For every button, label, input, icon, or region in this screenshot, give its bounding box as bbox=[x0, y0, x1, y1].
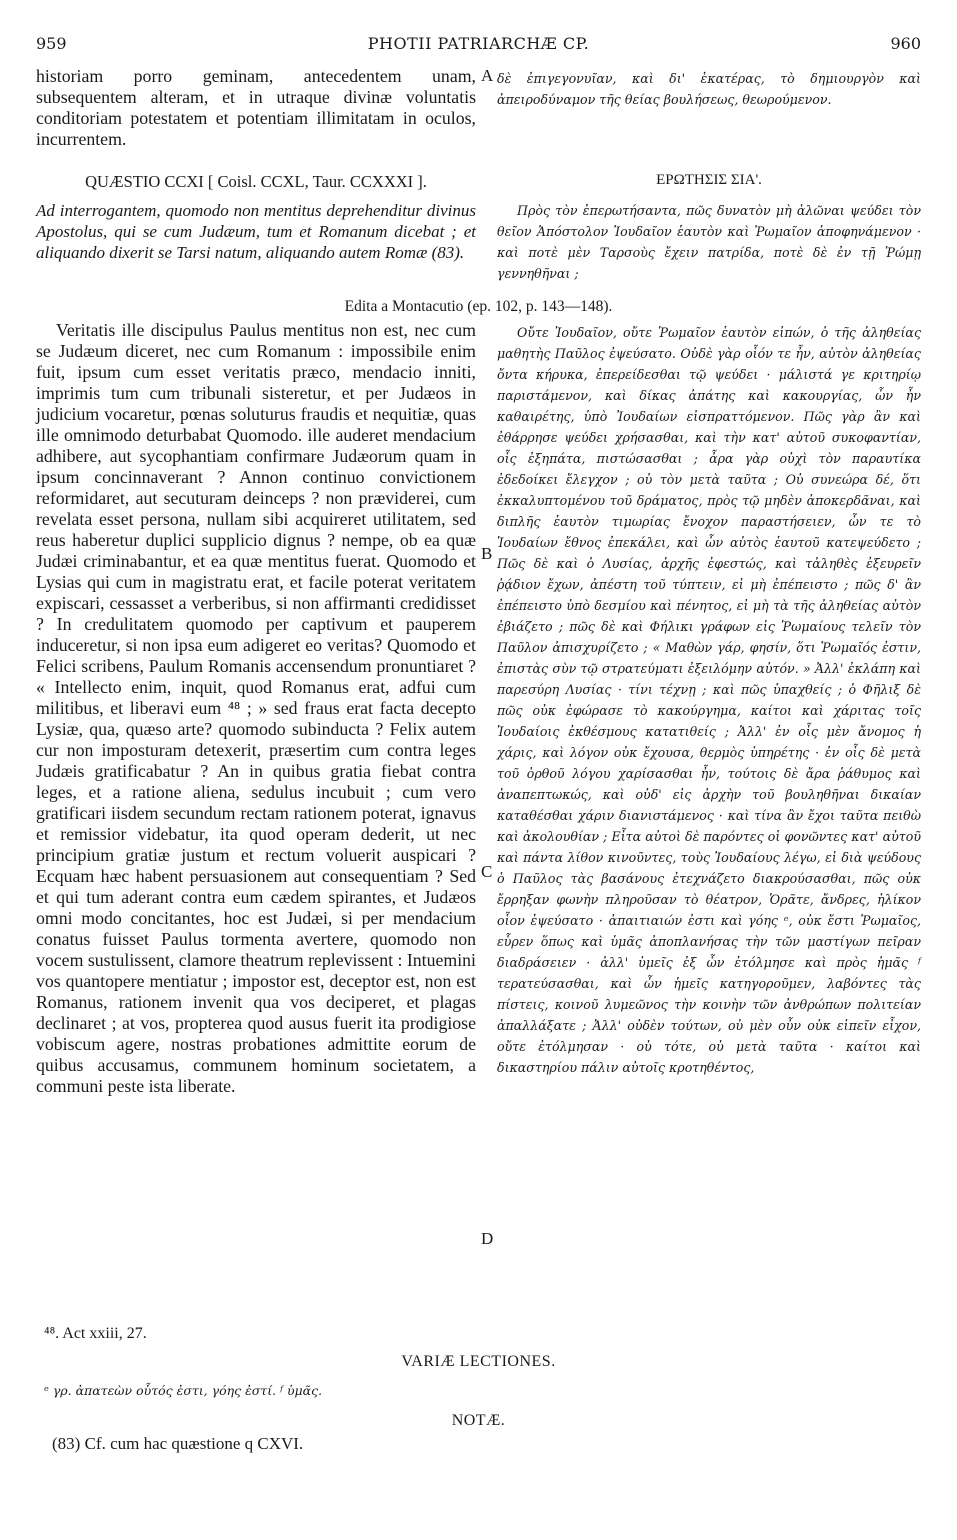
greek-intro bbox=[497, 68, 921, 110]
latin-question-title bbox=[36, 200, 476, 263]
margin-marker-b: B bbox=[481, 544, 493, 563]
running-title: PHOTII PATRIARCHÆ CP. bbox=[367, 34, 590, 53]
greek-body bbox=[497, 322, 921, 1078]
running-header bbox=[36, 34, 921, 58]
greek-body-text: Οὔτε Ἰουδαῖον, οὔτε Ῥωμαῖον ἑαυτὸν εἰπών, ὁ τῆς ἀληθείας μαθητὴς Παῦλος ἐψεύσατο. Οὐδὲ γὰρ οἷόν τε ἦν, αὐτὸν ἀληθείας ὄντα κήρυκα, ἐπερείδεσθαι τῷ ψεύδει · μάλιστά γε κριτηρίῳ παριστάμενον, καὶ δίκας ἀπάτης καὶ κακουργίας, ὧν ἦν καθαιρέτης, ὑπὸ Ἰουδαίων εἰσπραττόμενον. Πῶς γὰρ ἂν καὶ ἐθάρρησε ψεύδει χρήσασθαι, καὶ τὴν κατ' αὐτοῦ συκοφαντίαν, οἷς ἐξηπάτα, πιστώσασθαι ; ἆρα γὰρ οὐχὶ τὸν παραυτίκα ἐδεδοίκει ἔλεγχον ; οὐ τὸν μετὰ ταῦτα ; Οὐ συνεώρα δέ, ὅτι ἐκκαλυπτομένου τοῦ δράματος, πρὸς τῷ μηδὲν ἀποκερδᾶναι, καὶ διπλῆς ἑαυτὸν τιμωρίας ἔνοχον παραστήσειεν, ὧν τε τὸ Ἰουδαίων ἔθνος ἐπεκάλει, καὶ ὧν αὐτὸς ἑαυτοῦ κατεψεύδετο ; Πῶς δὲ καὶ ὁ Λυσίας, ἀρχῆς ἐφεστώς, καὶ τἀληθὲς ἐξευρεῖν ῥᾴδιον ἔχων, ἀπέστη τοῦ τύπτειν, εἰ μὴ ἐπέπειστο ; πῶς δ' ἂν ἐπέπειστο ὑπὸ δεσμίου καὶ πένητος, εἰ μὴ τὰ τῆς ἀληθείας αὐτὸν ἐβιάζετο ; πῶς δὲ καὶ Φήλικι γράφων εἰς Ῥωμαίους τελεῖν τὸν Παῦλον ἀπισχυρίζετο ; « Μαθὼν γάρ, φησίν, ὅτι Ῥωμαῖός ἐστιν, ἐπιστὰς σὺν τῷ στρατεύματι ἐξειλόμην αὐτόν. » Ἀλλ' ἐκλάπη καὶ παρεσύρη Λυσίας · τίνι τέχνῃ ; καὶ πῶς ὑπαχθείς ; ὁ Φῆλιξ δὲ πῶς οὐκ ἐφώρασε τὸ κακούργημα, καίτοι καὶ χάριτας τοῖς Ἰουδαίοις ἐκθέσμους κατατιθείς ; Ἀλλ' ἐν οἷς μὲν ἄνομος ἡ χάρις, καὶ λόγον οὐκ ἔχουσα, θερμὸς ὑπηρέτης · ἐν οἷς δὲ μετὰ τοῦ ὀρθοῦ λόγου χαρίσασθαι ἦν, τούτοις δὲ ἄρα ῥάθυμος καὶ ἀναπεπτωκώς, καὶ οὐδ' εἰς ἀρχὴν τοῦ βουληθῆναι δικαίαν καταθέσθαι χάριν διανιστάμενος · καὶ τίνα ἂν ἔχοι ταῦτα πειθὼ καὶ ἀκολουθίαν ; Εἶτα αὐτοὶ δὲ παρόντες οἱ φονῶντες κατ' αὐτοῦ καὶ πάντα λίθον κινοῦντες, τοὺς Ἰουδαίους λέγω, εἰ διὰ ψεύδους ὁ Παῦλος τὰς βασάνους ἐτεχνάζετο διακρούσασθαι, πῶς οὐκ ἔρρηξαν φωνὴν πληροῦσαν τὸ θέατρον, Ὁρᾶτε, ἄνδρες, ἡλίκον οἷον ἐψεύσατο · ἀπαιτιαιών ἐστι καὶ γόης ᵉ, οὐκ ἔστι Ῥωμαῖος, εὗρεν ὅπως καὶ ὑμᾶς ἀποπλανήσας τὴν τῶν μαστίγων πεῖραν διαδράσειεν · ἀλλ' ὑμεῖς ἐξ ὧν ἐτόλμησε καὶ πρὸς ἡμᾶς ᶠ τερατεύσασθαι, καὶ ὧν ἡμεῖς κατηγοροῦμεν, λαβόντες τὰς πίστεις, κοινοῦ λυμεῶνος τὴν κοινὴν τῶν ἀνθρώπων πολιτείαν ἀπαλλάξατε ; Ἀλλ' οὐδὲν τούτων, οὐ μὲν οὖν οὐκ εἰπεῖν εἶχον, οὔτε ἐτόλμησαν · οὐ τότε, οὐ μετὰ ταῦτα · καίτοι καὶ δικαστηρίου πάλιν αὐτοῖς κροτηθέντος, bbox=[497, 325, 921, 1075]
greek-intro-text: δὲ ἐπιγεγονυῖαν, καὶ δι' ἑκατέρας, τὸ δημιουργὸν καὶ ἀπειροδύναμον τῆς θείας βουλήσεως, θεωρούμενον. bbox=[497, 71, 921, 107]
variae-lectiones-heading: VARIÆ LECTIONES. bbox=[401, 1353, 556, 1370]
margin-marker-d: D bbox=[481, 1229, 494, 1248]
notae-heading: NOTÆ. bbox=[451, 1412, 506, 1429]
page-number-right: 960 bbox=[890, 34, 921, 53]
page-number-left: 959 bbox=[36, 34, 67, 53]
latin-question-heading: QUÆSTIO CCXI [ Coisl. CCXL, Taur. CCXXXI ]. bbox=[85, 172, 427, 191]
footnote: ⁴⁸. Act xxiii, 27. bbox=[44, 1325, 147, 1342]
edition-note: Edita a Montacutio (ep. 102, p. 143—148). bbox=[344, 298, 613, 315]
latin-intro-text: historiam porro geminam, antecedentem unam, subsequentem alteram, et in utraque divinæ voluntatis conditoriam potestatem et potentiam illimitatam in oculos, incurrentem. bbox=[36, 66, 476, 149]
greek-question-heading: ΕΡΩΤΗΣΙΣ ΣΙΑ'. bbox=[656, 172, 762, 188]
greek-question-title bbox=[497, 200, 921, 284]
latin-question-title-text: Ad interrogantem, quomodo non mentitus deprehenditur divinus Apostolus, qui se cum Judæum, tum et Romanum dicebat ; et aliquando dixerit se Tarsi natum, aliquando autem Romæ (83). bbox=[36, 201, 476, 262]
notae-text: (83) Cf. cum hac quæstione q CXVI. bbox=[52, 1434, 304, 1453]
latin-intro bbox=[36, 66, 476, 150]
latin-body-text: Veritatis ille discipulus Paulus mentitus non est, nec cum se Judæum diceret, nec cum Romanum : impossibile enim fuit, ipsum cum esset veritatis præco, mendacio inniti, imprimis tum cum tribunali sisteretur, et per Judæos in judicium vocaretur, pœnas soluturus fraudis et nequitiæ, quas ille omnimodo deturbabat Quomodo. ille auderet mendacium adhibere, aut sycophantiam confirmare Judæorum quam in ipsum concinnaverant ? Annon continuo convictionem reformidaret, aut secuturam deinceps ? non præviderei, cum revelata esset persona, nullam sibi acquireret utilitatem, sed reus haberetur duplici supplicio dignus ? nempe, ob ea quæ Judæi criminabantur, et ea quæ mentitus fuerat. Quomodo et Lysias qui cum in magistratu erat, et facile poterat veritatem expiscari, cessasset a verberibus, si non affirmanti credidisset ? In credulitatem quomodo per captivum et pauperem induceretur, si non ipsa eum adigeret eo veritas? Quomodo et Felici scribens, Paulum Romanis accensendum pronuntiaret ? « Intellecto enim, inquit, quod Romanus erat, adfui cum militibus, et liberavi eum ⁴⁸ ; » sed fraus erat facta decepto Lysiæ, qua, quæso arte? quomodo subinducta ? Felix autem cur non imposturam detexerit, præsertim cum contra leges Judæis gratificabatur ? An in quibus gratia fiebat contra leges, et a ratione aliena, sedulus incubuit ; cum vero gratificari iisdem secundum rectam rationem poterat, ignavus et remissior videbatur, ita quod operam dederit, ut nec principium gratiæ justum et rectum voluerit auspicari ? Ecquam hæc habent persuasionem aut consequentiam ? Sed et qui tum aderant contra eum cædem spirantes, et Judæos omni modo concitantes, hoc est Judæi, si per mendacium conatus fuisset Paulus tormenta avertere, quomodo non vocem sustulissent, clamore theatrum replevissent : Intuemini vos quantopere mentiatur ; impostor est, deceptor est, non est Romanus, rationem invenit qua vos deciperet, et plagas declinaret ; at vos, propterea quod ausus fuerit ita prodigiose vobiscum agere, nostras probationes admittite eorum de quibus accusamus, communem hominum societatem, a communi peste ista liberate. bbox=[36, 320, 476, 1096]
latin-body bbox=[36, 320, 476, 1097]
margin-marker-a: A bbox=[481, 66, 494, 85]
margin-marker-c: C bbox=[481, 862, 493, 881]
greek-question-title-text: Πρὸς τὸν ἐπερωτήσαντα, πῶς δυνατὸν μὴ ἁλῶναι ψεύδει τὸν θεῖον Ἀπόστολον Ἰουδαῖον ἑαυτὸν καὶ Ῥωμαῖον ἀποφηνάμενον · καὶ ποτὲ μὲν Ταρσοὺς ἔχειν πατρίδα, ποτὲ δὲ ἐν τῇ Ῥώμῃ γεννηθῆναι ; bbox=[497, 203, 921, 281]
variae-lectiones-text: ᵉ γρ. ἀπατεὼν οὗτός ἐστι, γόης ἐστί. ᶠ ὑμᾶς. bbox=[44, 1383, 323, 1398]
